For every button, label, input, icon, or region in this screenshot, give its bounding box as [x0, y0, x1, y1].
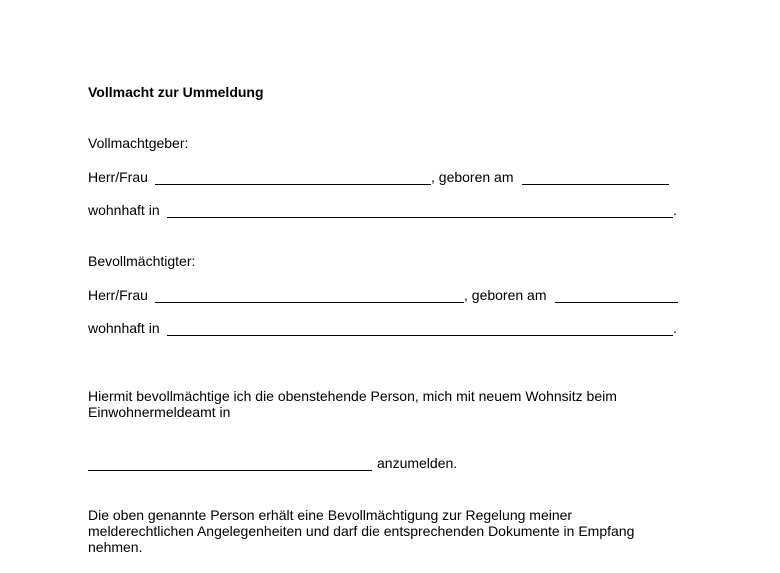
- grantor-heading: Vollmachtgeber:: [88, 135, 189, 151]
- attorney-address-label: wohnhaft in: [88, 320, 160, 336]
- attorney-heading: Bevollmächtigter:: [88, 253, 196, 269]
- attorney-name-label: Herr/Frau: [88, 287, 148, 303]
- registration-office-field[interactable]: [88, 470, 372, 471]
- document-title: Vollmacht zur Ummeldung: [88, 84, 264, 100]
- grantor-address-field[interactable]: [167, 217, 673, 218]
- attorney-name-field[interactable]: [155, 302, 464, 303]
- grantor-born-label: , geboren am: [431, 169, 514, 185]
- attorney-birthdate-field[interactable]: [555, 302, 678, 303]
- authorization-line-2: Einwohnermeldeamt in: [88, 404, 231, 420]
- grantor-address-period: .: [673, 202, 677, 218]
- grantor-address-label: wohnhaft in: [88, 202, 160, 218]
- authorization-line-1: Hiermit bevollmächtige ich die obenstehende Person, mich mit neuem Wohnsitz beim: [88, 388, 617, 404]
- register-suffix: anzumelden.: [377, 455, 458, 471]
- scope-line-2: melderechtlichen Angelegenheiten und darf die entsprechenden Dokumente in Empfang: [88, 523, 635, 539]
- attorney-born-label: , geboren am: [464, 287, 547, 303]
- grantor-birthdate-field[interactable]: [522, 184, 669, 185]
- attorney-address-field[interactable]: [167, 335, 673, 336]
- attorney-address-period: .: [673, 320, 677, 336]
- scope-line-1: Die oben genannte Person erhält eine Bevollmächtigung zur Regelung meiner: [88, 507, 573, 523]
- grantor-name-label: Herr/Frau: [88, 169, 148, 185]
- grantor-name-field[interactable]: [155, 184, 431, 185]
- scope-line-3: nehmen.: [88, 539, 143, 555]
